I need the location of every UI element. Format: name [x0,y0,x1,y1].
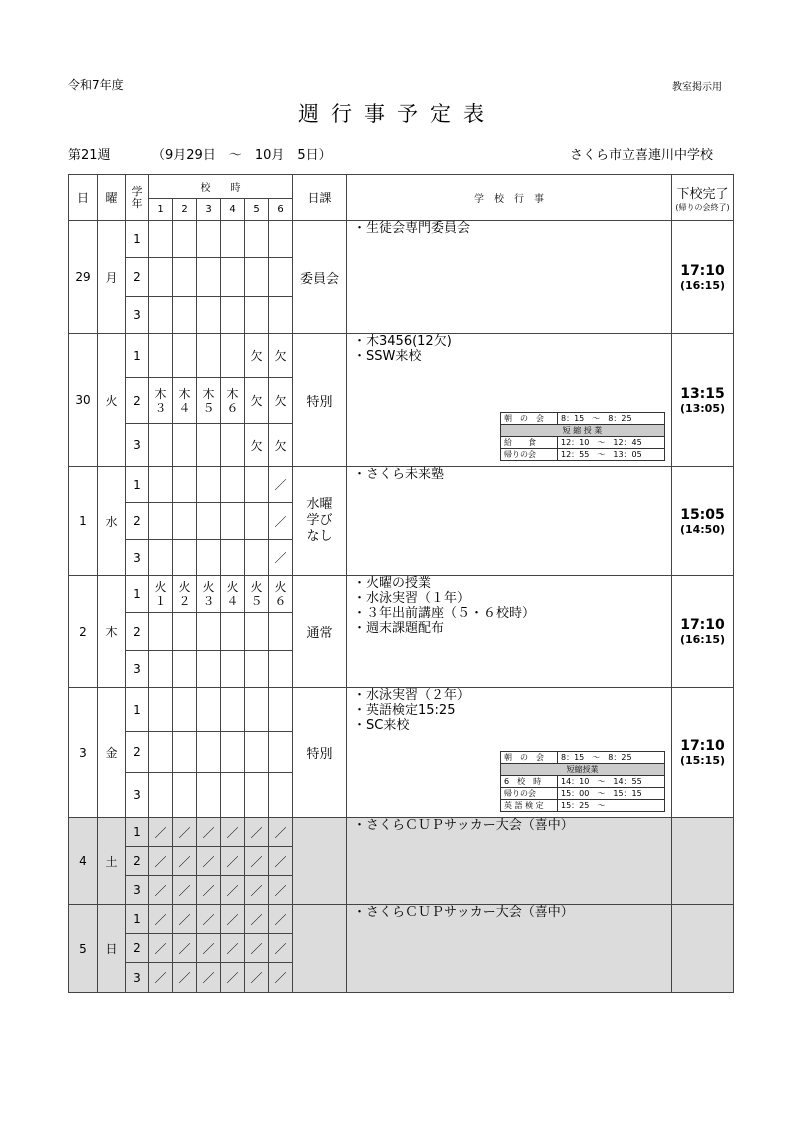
period-cell: ／ [269,905,293,934]
period-cell: ／ [173,963,197,993]
dismissal-time: 17:10 (15:15) [672,688,734,818]
daily-course: 特別 [293,688,347,818]
grade-label: 1 [126,221,149,258]
period-cell: ／ [149,905,173,934]
period-cell [269,773,293,818]
period-cell [269,688,293,732]
schedule-row [69,576,734,613]
header-day: 日 [69,175,98,221]
period-cell-absent: 欠 [269,334,293,378]
daily-course: 委員会 [293,221,347,334]
period-cell: ／ [221,963,245,993]
period-cell: ／ [149,934,173,963]
day-events [347,467,672,576]
day-date: 2 [69,576,98,688]
period-cell [173,467,197,503]
period-cell: ／ [221,818,245,847]
period-cell [221,258,245,297]
event-item: ・さくらＣＵＰサッカー大会（喜中） [353,818,574,833]
period-cell [173,773,197,818]
period-cell: ／ [245,905,269,934]
period-cell [221,334,245,378]
period-cell [245,732,269,773]
period-cell [245,613,269,651]
period-cell [149,297,173,334]
day-weekday: 火 [98,334,126,467]
grade-label: 2 [126,378,149,424]
period-cell: ／ [197,963,221,993]
period-cell-swap: 火５ [245,576,269,613]
day-weekday: 金 [98,688,126,818]
event-item: ・週末課題配布 [353,621,445,636]
daily-course [293,905,347,993]
period-cell-substitute: 木５ [197,378,221,424]
grade-label: 1 [126,688,149,732]
period-cell: ／ [269,934,293,963]
period-cell [221,651,245,688]
period-cell-swap: 火３ [197,576,221,613]
period-cell [197,613,221,651]
fiscal-year: 令和7年度 [68,78,124,92]
grade-label: 2 [126,613,149,651]
period-cell [149,540,173,576]
period-cell [221,297,245,334]
grade-label: 3 [126,540,149,576]
period-cell [221,540,245,576]
period-cell [173,503,197,540]
dismissal-time: 17:10 (16:15) [672,221,734,334]
period-cell [245,503,269,540]
period-cell: ／ [173,876,197,905]
header-events: 学 校 行 事 [347,175,672,221]
period-cell-absent: 欠 [245,334,269,378]
period-cell [245,540,269,576]
grade-label: 1 [126,334,149,378]
period-cell: ／ [269,818,293,847]
period-cell [221,467,245,503]
period-cell: ／ [221,934,245,963]
period-cell [173,424,197,467]
day-events [347,221,672,334]
period-cell [149,467,173,503]
grade-label: 2 [126,934,149,963]
period-cell [173,651,197,688]
period-cell [245,773,269,818]
period-cell: ／ [269,876,293,905]
grade-label: 2 [126,732,149,773]
period-cell: ／ [197,905,221,934]
header-grade: 学年 [126,175,149,221]
period-cell [197,732,221,773]
day-date: 4 [69,818,98,905]
day-events [347,688,672,818]
event-item: ・SC来校 [353,718,410,733]
day-date: 3 [69,688,98,818]
day-events [347,905,672,993]
period-cell: ／ [173,934,197,963]
period-cell [269,297,293,334]
period-cell: ／ [269,540,293,576]
daily-course: 特別 [293,334,347,467]
period-cell-absent: 欠 [245,424,269,467]
day-date: 5 [69,905,98,993]
period-cell: ／ [149,818,173,847]
grade-label: 2 [126,258,149,297]
period-cell [221,221,245,258]
period-cell-swap: 火４ [221,576,245,613]
period-cell [149,651,173,688]
period-cell [149,258,173,297]
period-cell: ／ [269,847,293,876]
period-cell [149,424,173,467]
period-header-3: 3 [197,199,221,221]
period-cell [245,221,269,258]
period-cell [197,334,221,378]
period-cell [221,732,245,773]
event-item: ・３年出前講座（５・６校時） [353,606,536,621]
event-item: ・さくら未来塾 [353,467,445,482]
period-cell [197,258,221,297]
period-cell [269,651,293,688]
period-cell [221,424,245,467]
school-name: さくら市立喜連川中学校 [570,148,714,163]
period-cell [173,221,197,258]
period-cell [173,732,197,773]
period-cell [197,688,221,732]
period-cell [197,467,221,503]
period-cell: ／ [173,905,197,934]
period-cell: ／ [149,876,173,905]
period-cell [269,732,293,773]
period-cell-swap: 火６ [269,576,293,613]
period-cell: ／ [245,963,269,993]
period-cell: ／ [221,905,245,934]
event-item: ・さくらＣＵＰサッカー大会（喜中） [353,905,574,920]
period-cell: ／ [149,847,173,876]
grade-label: 2 [126,847,149,876]
day-events [347,576,672,688]
grade-label: 3 [126,297,149,334]
period-cell [197,651,221,688]
dismissal-time: 15:05 (14:50) [672,467,734,576]
day-weekday: 月 [98,221,126,334]
grade-label: 1 [126,818,149,847]
day-date: 30 [69,334,98,467]
period-cell: ／ [149,963,173,993]
period-cell [149,503,173,540]
day-events [347,818,672,905]
day-date: 29 [69,221,98,334]
header-daily-course: 日課 [293,175,347,221]
period-cell [173,334,197,378]
period-cell [149,613,173,651]
usage-note: 教室掲示用 [672,82,722,93]
date-range: （9月29日 ～ 10月 5日） [152,148,332,163]
daily-course [293,818,347,905]
period-header-5: 5 [245,199,269,221]
grade-label: 2 [126,503,149,540]
period-cell [173,688,197,732]
schedule-row [69,467,734,503]
period-cell: ／ [197,934,221,963]
day-weekday: 水 [98,467,126,576]
period-cell [221,613,245,651]
period-cell [221,773,245,818]
period-cell [173,613,197,651]
period-cell-absent: 欠 [269,424,293,467]
event-item: ・SSW来校 [353,349,422,364]
day-events [347,334,672,467]
schedule-row [69,905,734,934]
schedule-row [69,221,734,258]
dismissal-time [672,818,734,905]
period-cell [245,297,269,334]
grade-label: 1 [126,467,149,503]
header-weekday: 曜 [98,175,126,221]
period-cell [245,258,269,297]
period-cell: ／ [245,876,269,905]
dismissal-time: 13:15 (13:05) [672,334,734,467]
period-cell [173,540,197,576]
day-date: 1 [69,467,98,576]
short-schedule-box: 朝 の 会 8：15 ～ 8：25 短縮授業 6 校 時 14：10 ～ 14：55 帰りの会 15：00 ～ 15：15 英 語 検 定 15：25 ～ [500,751,665,812]
grade-label: 1 [126,905,149,934]
period-cell [197,540,221,576]
period-cell [149,732,173,773]
period-cell: ／ [221,876,245,905]
day-weekday: 土 [98,818,126,905]
daily-course: 水曜 学び なし [293,467,347,576]
period-cell [197,773,221,818]
period-cell [173,297,197,334]
period-cell: ／ [221,847,245,876]
period-cell: ／ [197,876,221,905]
period-cell-swap: 火２ [173,576,197,613]
short-schedule-box: 朝 の 会 8：15 ～ 8：25 短 縮 授 業 給 食 12：10 ～ 12：45 帰りの会 12：55 ～ 13：05 [500,412,665,461]
period-cell-absent: 欠 [269,378,293,424]
period-cell [197,424,221,467]
period-cell: ／ [245,847,269,876]
period-cell-substitute: 木６ [221,378,245,424]
event-item: ・英語検定15:25 [353,703,456,718]
header-periods: 校 時 [149,175,293,199]
event-item: ・木3456(12欠) [353,334,452,349]
period-header-4: 4 [221,199,245,221]
period-cell: ／ [269,503,293,540]
period-cell: ／ [197,847,221,876]
period-header-2: 2 [173,199,197,221]
grade-label: 3 [126,963,149,993]
grade-label: 3 [126,876,149,905]
weekly-schedule-table [68,174,734,993]
schedule-row [69,818,734,847]
period-cell [269,221,293,258]
period-cell: ／ [269,963,293,993]
daily-course: 通常 [293,576,347,688]
week-number: 第21週 [68,148,111,163]
period-cell [149,773,173,818]
period-cell-substitute: 木３ [149,378,173,424]
grade-label: 3 [126,424,149,467]
period-cell: ／ [245,818,269,847]
period-cell-absent: 欠 [245,378,269,424]
period-cell [269,613,293,651]
period-header-1: 1 [149,199,173,221]
event-item: ・水泳実習（２年） [353,688,471,703]
event-item: ・火曜の授業 [353,576,432,591]
period-cell-substitute: 木４ [173,378,197,424]
schedule-row [69,334,734,378]
period-cell: ／ [197,818,221,847]
page-title: 週行事予定表 [298,102,496,126]
period-cell: ／ [245,934,269,963]
period-cell [149,334,173,378]
event-item: ・水泳実習（１年） [353,591,471,606]
period-cell [221,688,245,732]
period-cell [245,467,269,503]
period-cell: ／ [173,818,197,847]
period-cell [197,221,221,258]
period-cell [245,651,269,688]
period-cell [197,503,221,540]
period-cell [149,688,173,732]
day-weekday: 木 [98,576,126,688]
schedule-row [69,688,734,732]
period-cell: ／ [269,467,293,503]
period-header-6: 6 [269,199,293,221]
period-cell [269,258,293,297]
period-cell: ／ [173,847,197,876]
period-cell [221,503,245,540]
day-weekday: 日 [98,905,126,993]
period-cell [149,221,173,258]
event-item: ・生徒会専門委員会 [353,221,471,236]
period-cell [245,688,269,732]
grade-label: 3 [126,651,149,688]
header-dismissal: 下校完了 (帰りの会終了) [672,175,734,221]
period-cell [197,297,221,334]
grade-label: 3 [126,773,149,818]
period-cell-swap: 火１ [149,576,173,613]
period-cell [173,258,197,297]
grade-label: 1 [126,576,149,613]
dismissal-time: 17:10 (16:15) [672,576,734,688]
dismissal-time [672,905,734,993]
